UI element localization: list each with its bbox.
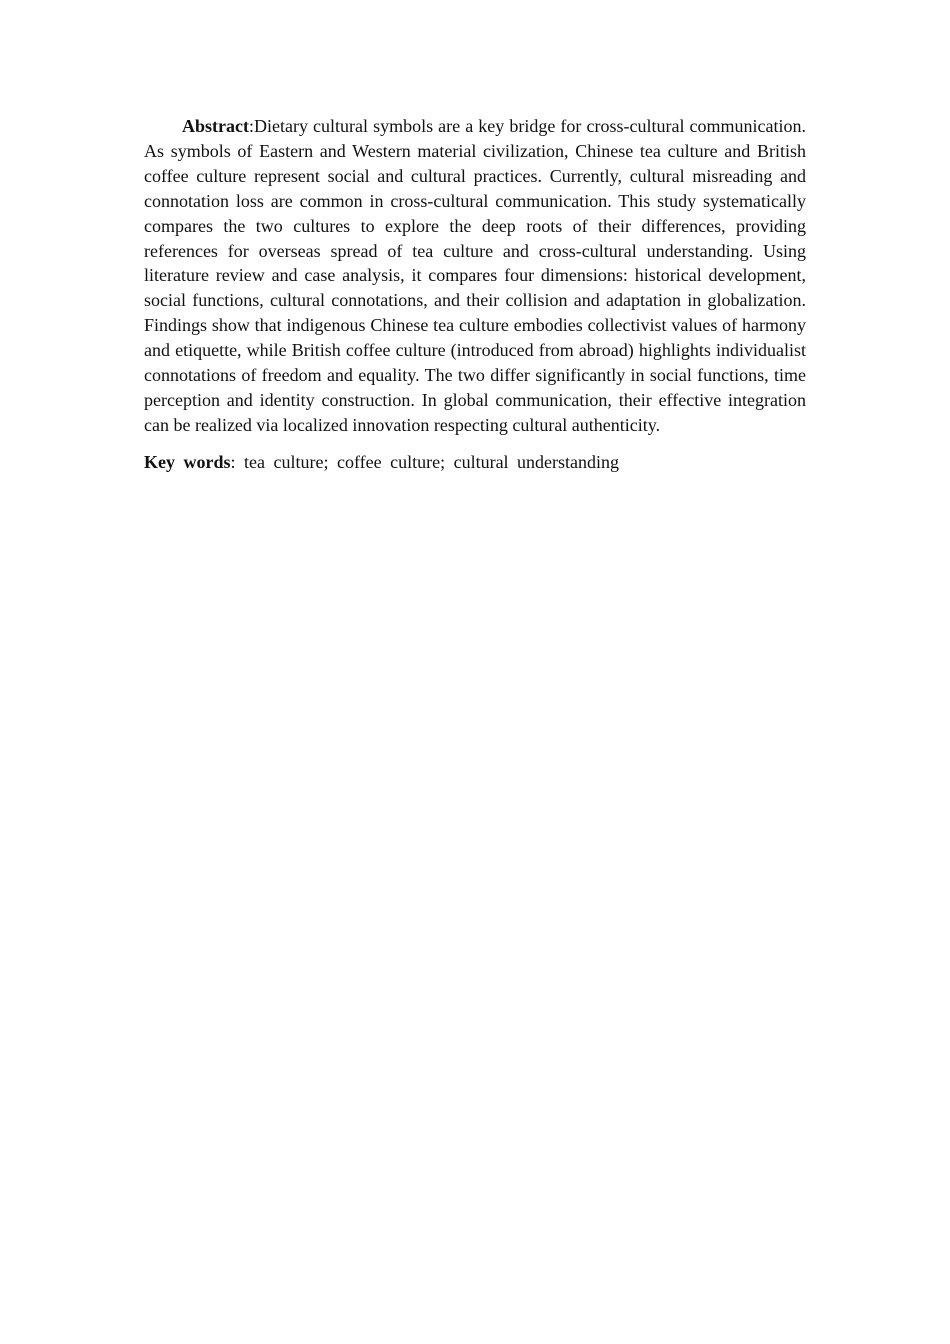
keywords-list: tea culture; coffee culture; cultural understanding [244,451,620,472]
abstract-text: Dietary cultural symbols are a key bridge for cross-cultural communication. As symbols of Eastern and Western material civilization, Chinese tea culture and British coffee culture represent social and cultural practices. Currently, cultural misreading and connotation loss are common in cross-cultural communication. This study systematically compares the two cultures to explore the deep roots of their differences, providing references for overseas spread of tea culture and cross-cultural understanding. Using literature review and case analysis, it compares four dimensions: historical development, social functions, cultural connotations, and their collision and adaptation in globalization. Findings show that indigenous Chinese tea culture embodies collectivist values of harmony and etiquette, while British coffee culture (introduced from abroad) highlights individualist connotations of freedom and equality. The two differ significantly in social functions, time perception and identity construction. In global communication, their effective integration can be realized via localized innovation respecting cultural authenticity. [144,116,806,435]
abstract-section [144,114,806,475]
abstract-paragraph [144,114,806,438]
abstract-label: Abstract [182,116,249,136]
keywords-line [144,450,806,475]
keywords-separator: : [230,451,236,472]
abstract-separator: : [248,116,254,136]
keywords-label: Key words [144,451,231,472]
